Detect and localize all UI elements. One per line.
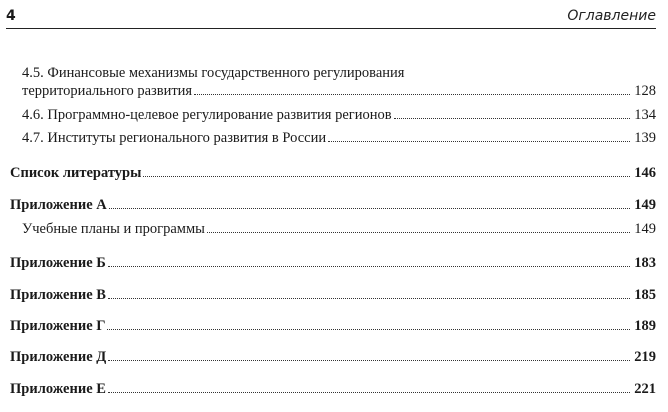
toc-entry-title: Учебные планы и программы <box>22 221 205 237</box>
dot-leader <box>328 141 630 142</box>
toc-page-number: 189 <box>634 318 656 334</box>
dot-leader <box>207 232 630 233</box>
dot-leader <box>108 392 630 393</box>
toc-entry-title: Приложение Б <box>10 255 106 271</box>
toc-page-number: 146 <box>634 165 656 181</box>
toc-entry-appendix-g[interactable] <box>10 317 656 335</box>
dot-leader <box>108 266 630 267</box>
toc-page-number: 185 <box>634 287 656 303</box>
toc-entry-title: Приложение А <box>10 197 107 213</box>
toc-entry-title: Приложение Д <box>10 349 107 365</box>
toc-entry-4-6[interactable] <box>22 106 656 124</box>
dot-leader <box>108 360 630 361</box>
toc-entry-4-7[interactable] <box>22 129 656 147</box>
toc-entry-4-5[interactable] <box>22 64 656 100</box>
toc-entry-appendix-a[interactable] <box>10 196 656 214</box>
toc-entry-title: 4.6. Программно-целевое регулирование развития регионов <box>22 107 392 123</box>
toc-entry-bibliography[interactable] <box>10 164 656 182</box>
dot-leader <box>109 208 631 209</box>
toc-page-number: 221 <box>634 381 656 397</box>
toc-page-number: 149 <box>634 221 656 237</box>
dot-leader <box>108 298 630 299</box>
running-head: Оглавление <box>567 8 656 24</box>
toc-entry-appendix-e[interactable] <box>10 380 656 398</box>
toc-entry-title: 4.7. Институты регионального развития в России <box>22 130 327 146</box>
dot-leader <box>394 118 631 119</box>
toc-entry-title: Приложение Е <box>10 381 106 397</box>
toc-page-number: 139 <box>634 130 656 146</box>
dot-leader <box>107 329 630 330</box>
toc-entry-title-continued: территориального развития <box>22 83 193 99</box>
page-number: 4 <box>6 8 16 24</box>
toc-page-number: 183 <box>634 255 656 271</box>
toc-entry-appendix-v[interactable] <box>10 286 656 304</box>
toc-entry-appendix-b[interactable] <box>10 254 656 272</box>
dot-leader <box>143 176 630 177</box>
toc-entry-curricula[interactable] <box>22 220 656 238</box>
toc-entry-title: Приложение В <box>10 287 106 303</box>
toc-page-number: 134 <box>634 107 656 123</box>
toc-entry-title: 4.5. Финансовые механизмы государственного регулирования <box>22 65 405 81</box>
toc-page-number: 149 <box>634 197 656 213</box>
toc-entry-title: Список литературы <box>10 165 142 181</box>
toc-page-number: 128 <box>634 83 656 99</box>
toc-entry-title: Приложение Г <box>10 318 106 334</box>
toc-entry-appendix-d[interactable] <box>10 348 656 366</box>
toc-page-number: 219 <box>634 349 656 365</box>
dot-leader <box>194 94 630 95</box>
